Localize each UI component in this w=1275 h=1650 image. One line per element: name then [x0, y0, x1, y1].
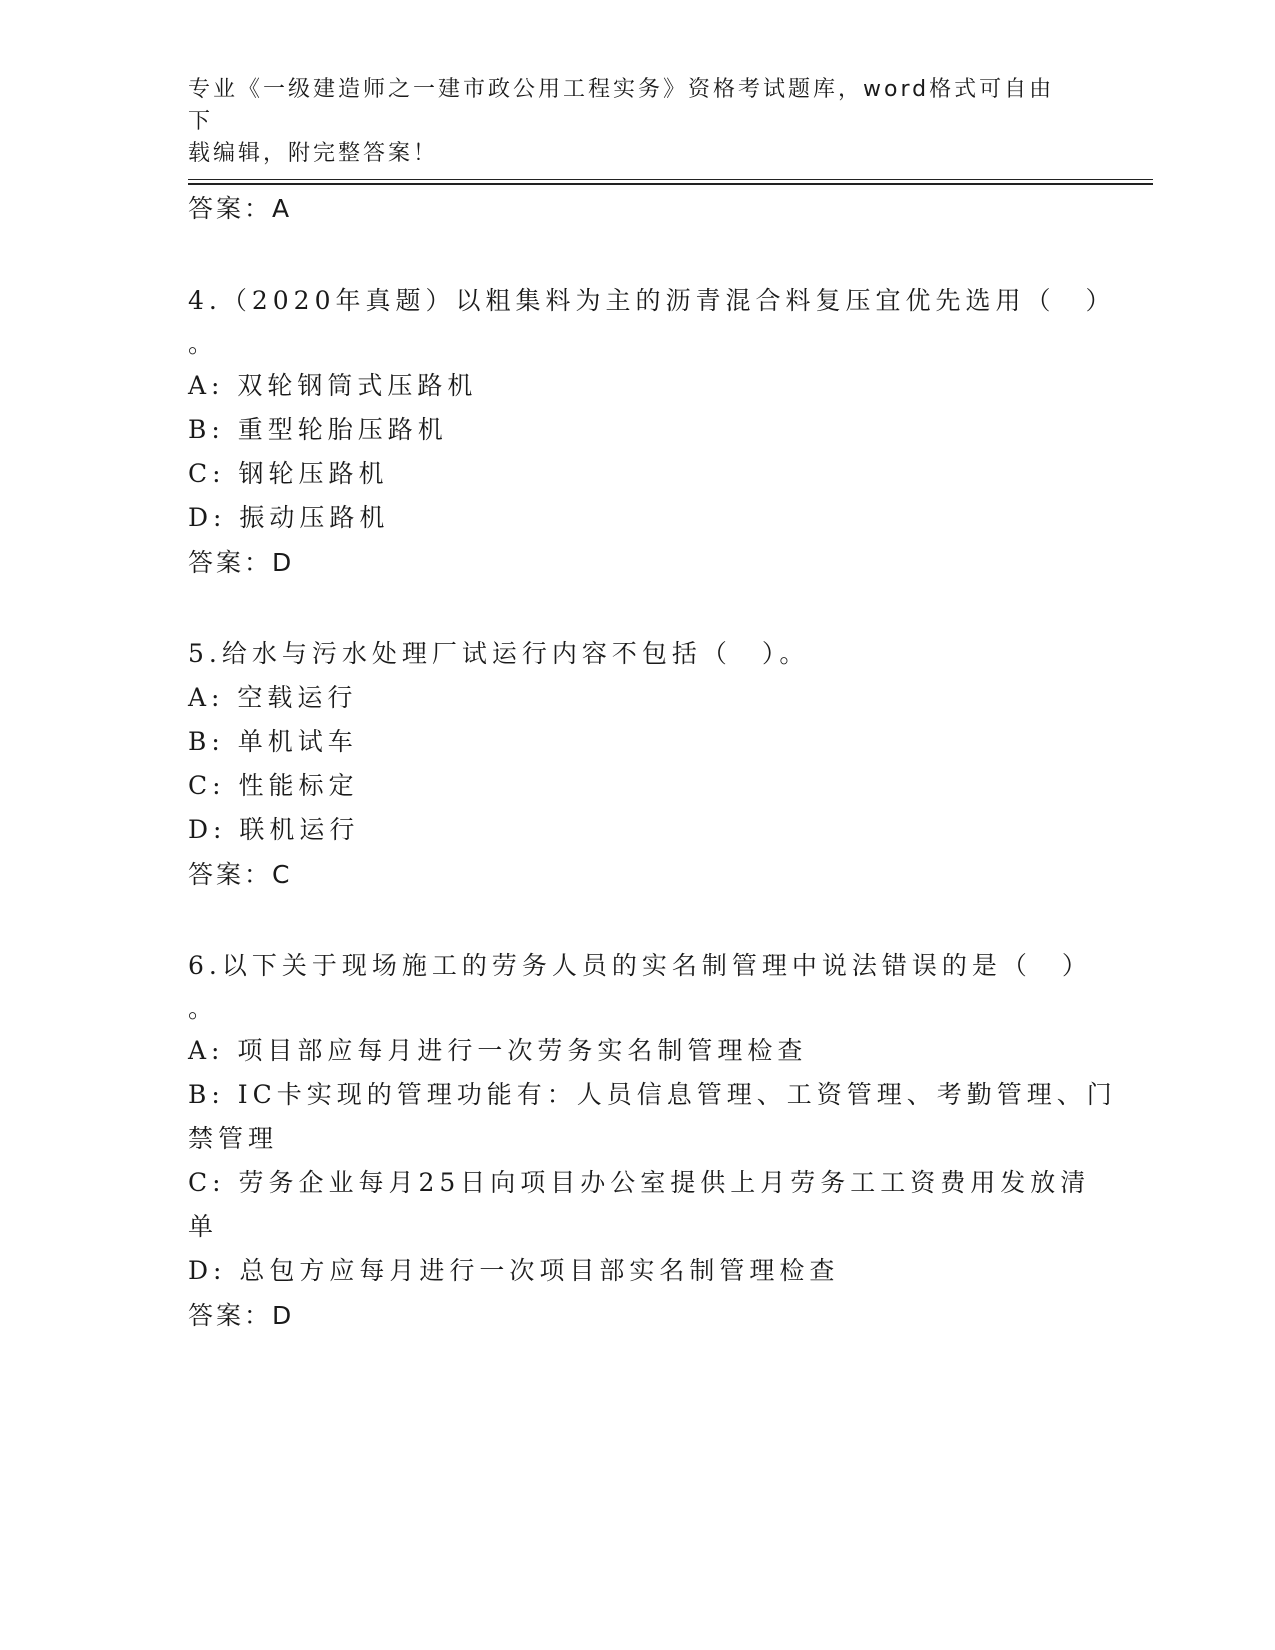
answer-q5: 答案：C	[188, 860, 293, 889]
header-line-2: 载编辑，附完整答案！	[188, 141, 439, 166]
question-stem: 4.（2020年真题）以粗集料为主的沥青混合料复压宜优先选用（ ）	[188, 286, 1116, 315]
option-c: C: 性能标定	[188, 771, 359, 800]
option-c: C: 钢轮压路机	[188, 459, 389, 488]
option-b: B: 重型轮胎压路机	[188, 415, 448, 444]
question-5	[188, 631, 1088, 897]
option-d: D: 振动压路机	[188, 503, 390, 532]
header-divider	[188, 179, 1153, 185]
option-d: D: 总包方应每月进行一次项目部实名制管理检查	[188, 1256, 840, 1285]
answer-q4: 答案：D	[188, 548, 295, 577]
header-line-1: 专业《一级建造师之一建市政公用工程实务》资格考试题库，word格式可自由下	[188, 77, 1055, 134]
question-list	[188, 186, 1117, 1338]
question-stem-cont: 。	[188, 994, 219, 1023]
option-a: A: 项目部应每月进行一次劳务实名制管理检查	[188, 1036, 808, 1065]
question-stem: 5.给水与污水处理厂试运行内容不包括（ ）。	[188, 639, 810, 668]
option-b: B: 单机试车	[188, 727, 358, 756]
option-a: A: 空载运行	[188, 683, 358, 712]
option-a: A: 双轮钢筒式压路机	[188, 371, 478, 400]
option-d: D: 联机运行	[188, 815, 360, 844]
answer-q6: 答案：D	[188, 1301, 295, 1330]
question-stem: 6.以下关于现场施工的劳务人员的实名制管理中说法错误的是（ ）	[188, 951, 1092, 980]
option-b-cont: 禁管理	[188, 1124, 279, 1153]
option-c-cont: 单	[188, 1212, 219, 1241]
question-4	[188, 278, 1116, 585]
answer-q3: 答案：A	[188, 194, 293, 223]
question-6	[188, 943, 1117, 1338]
document-header	[188, 74, 1068, 170]
question-stem-cont: 。	[188, 329, 219, 358]
option-b: B: IC卡实现的管理功能有：人员信息管理、工资管理、考勤管理、门	[188, 1080, 1117, 1109]
option-c: C: 劳务企业每月25日向项目办公室提供上月劳务工工资费用发放清	[188, 1168, 1091, 1197]
